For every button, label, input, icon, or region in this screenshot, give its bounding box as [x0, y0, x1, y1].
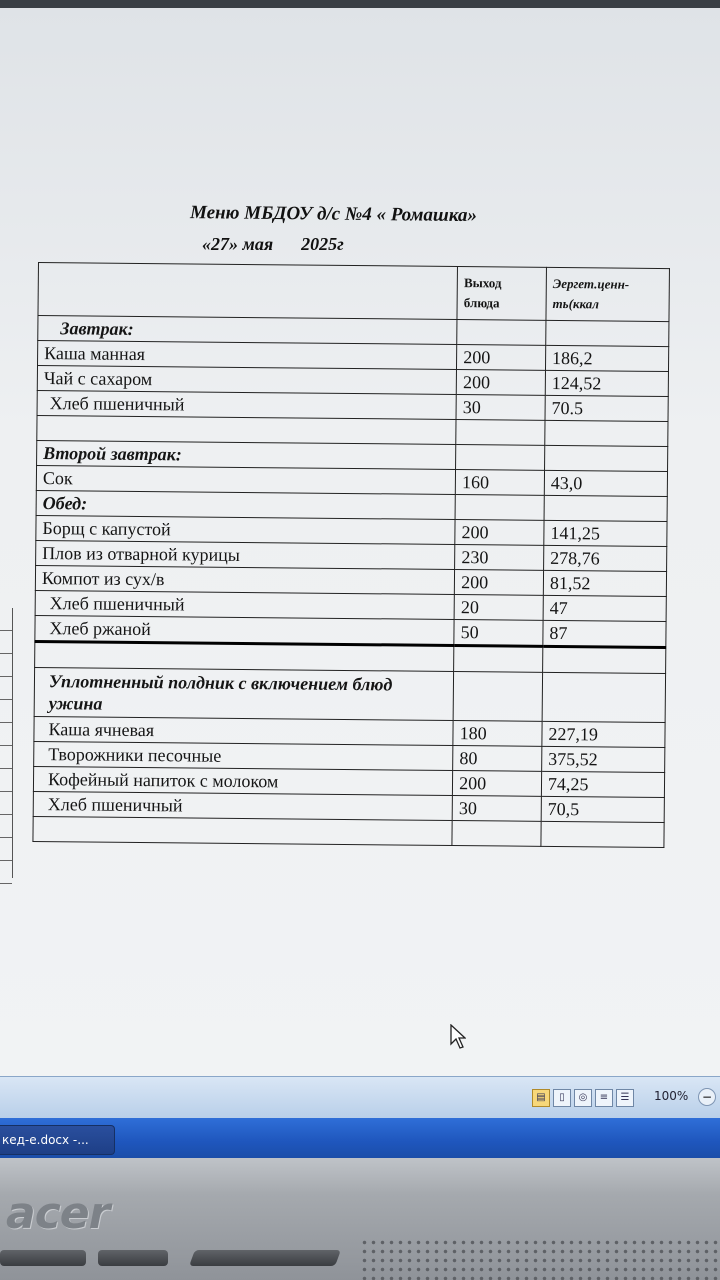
dish-output: 30 [452, 796, 541, 822]
full-screen-reading-icon[interactable]: ▯ [553, 1089, 571, 1107]
dish-energy: 141,25 [544, 520, 667, 546]
zoom-out-button[interactable]: − [698, 1088, 716, 1106]
section-breakfast: Завтрак: [38, 316, 457, 345]
section-second-breakfast: Второй завтрак: [37, 440, 456, 469]
zoom-level[interactable]: 100% [654, 1089, 689, 1103]
document-page[interactable] [0, 8, 720, 1076]
print-layout-icon[interactable]: ▤ [532, 1089, 550, 1107]
bezel-button [98, 1250, 168, 1266]
dish-name: Хлеб пшеничный [33, 791, 452, 820]
dish-output: 200 [456, 370, 545, 396]
dish-energy: 74,25 [541, 771, 664, 797]
dish-energy: 70.5 [545, 395, 668, 421]
dish-output: 20 [454, 595, 543, 621]
outline-icon[interactable]: ≡ [595, 1089, 613, 1107]
header-cell-output: Выход блюда [457, 267, 546, 321]
dish-name: Каша манная [38, 341, 457, 370]
header-cell-dish [38, 263, 458, 320]
taskbar-window-button[interactable]: кед-е.docx -... [0, 1125, 115, 1155]
dish-energy: 43,0 [544, 470, 667, 496]
bezel-button [0, 1250, 86, 1266]
document-date [202, 234, 372, 255]
dish-energy: 81,52 [543, 570, 666, 596]
date-day: «27» мая [202, 234, 274, 254]
dish-energy: 278,76 [544, 545, 667, 571]
dish-output: 50 [454, 620, 543, 647]
dish-energy: 47 [543, 595, 666, 621]
document-title: Меню МБДОУ д/с №4 « Ромашка» [189, 202, 478, 227]
dish-name: Хлеб ржаной [35, 615, 454, 645]
dish-name: Кофейный напиток с молоком [33, 766, 452, 795]
section-lunch: Обед: [36, 490, 455, 519]
laptop-bezel [0, 1158, 720, 1280]
table-header-row [38, 263, 669, 322]
dish-output: 200 [455, 520, 544, 546]
draft-icon[interactable]: ☰ [616, 1089, 634, 1107]
dish-energy: 87 [543, 620, 666, 647]
windows-taskbar [0, 1118, 720, 1158]
dish-name: Сок [36, 465, 455, 494]
dish-output: 200 [457, 345, 546, 371]
header-cell-energy: Эергет.ценн-ть(ккал [546, 267, 670, 321]
dish-output: 230 [455, 545, 544, 571]
table-row [34, 667, 665, 722]
menu-table [32, 262, 670, 848]
dish-name: Хлеб пшеничный [37, 390, 456, 419]
date-year: 2025г [301, 234, 344, 254]
dish-name: Творожники песочные [34, 741, 453, 770]
dish-output: 30 [456, 395, 545, 421]
dish-name: Плов из отварной курицы [36, 540, 455, 569]
dish-name: Каша ячневая [34, 716, 453, 745]
dish-energy: 186,2 [545, 345, 668, 371]
dish-name: Компот из сух/в [35, 565, 454, 594]
dish-name: Борщ с капустой [36, 515, 455, 544]
dish-name: Чай с сахаром [37, 366, 456, 395]
dish-output: 200 [455, 570, 544, 596]
dish-output: 80 [453, 746, 542, 772]
dish-name: Хлеб пшеничный [35, 590, 454, 619]
dish-energy: 124,52 [545, 370, 668, 396]
monitor-top-bezel [0, 0, 720, 8]
word-status-bar [0, 1076, 720, 1119]
brand-logo: acer [6, 1188, 110, 1239]
section-afternoon-snack: Уплотненный полдник с включением блюд ужина [34, 667, 454, 720]
speaker-grille [360, 1238, 720, 1280]
dish-output: 200 [453, 771, 542, 797]
web-layout-icon[interactable]: ◎ [574, 1089, 592, 1107]
dish-energy: 375,52 [542, 746, 665, 772]
adjacent-page-edge [0, 608, 13, 878]
dish-energy: 70,5 [541, 796, 664, 822]
view-mode-buttons [532, 1089, 634, 1107]
dish-output: 180 [453, 721, 542, 747]
mouse-pointer-icon [450, 1024, 466, 1050]
dish-energy: 227,19 [542, 721, 665, 747]
dish-output: 160 [455, 470, 544, 496]
bezel-button [189, 1250, 341, 1266]
